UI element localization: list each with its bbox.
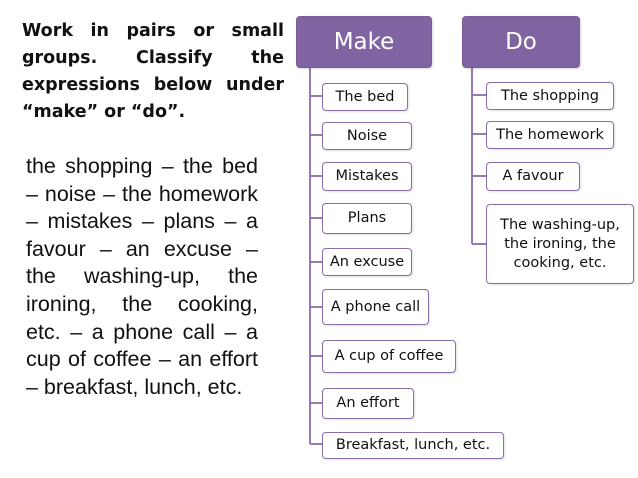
expressions-list: the shopping – the bed – noise – the homework – mistakes – plans – a favour – an excuse – the washing-up, the ironing, the cooking, etc. – a phone call – a cup of coffee – an effort – breakfast, lunch, etc.	[26, 154, 258, 399]
instructions-text: Work in pairs or small groups. Classify the expressions below under “make” or “do”.	[22, 21, 284, 122]
do-item-the-shopping: The shopping	[486, 82, 614, 110]
do-header: Do	[462, 16, 580, 68]
make-item-plans: Plans	[322, 203, 412, 234]
make-item-noise: Noise	[322, 122, 412, 150]
make-item-mistakes: Mistakes	[322, 162, 412, 191]
make-item-the-bed: The bed	[322, 83, 408, 111]
do-item-the-homework: The homework	[486, 121, 614, 149]
do-item-washing-up: The washing-up, the ironing, the cooking, etc.	[486, 204, 634, 284]
make-item-a-phone-call: A phone call	[322, 289, 429, 325]
make-item-an-excuse: An excuse	[322, 248, 412, 276]
make-item-an-effort: An effort	[322, 388, 414, 419]
make-item-breakfast-lunch: Breakfast, lunch, etc.	[322, 432, 504, 459]
make-item-a-cup-of-coffee: A cup of coffee	[322, 340, 456, 373]
do-item-a-favour: A favour	[486, 162, 580, 191]
make-header: Make	[296, 16, 432, 68]
